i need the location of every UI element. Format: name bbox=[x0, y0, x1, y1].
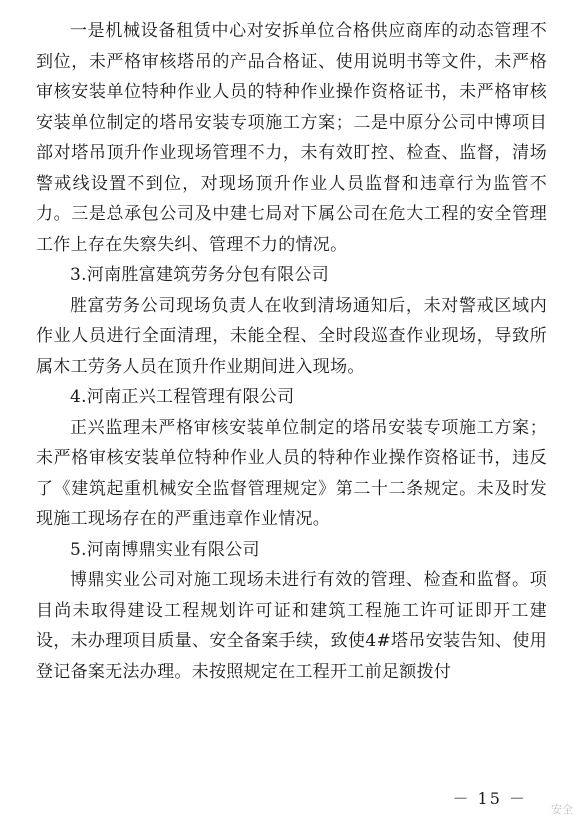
page-number: － 15 － bbox=[452, 789, 527, 808]
heading-shengfu-labor: 3.河南胜富建筑劳务分包有限公司 bbox=[70, 265, 330, 285]
paragraph-shengfu-labor: 胜富劳务公司现场负责人在收到清场通知后，未对警戒区域内作业人员进行全面清理，未能全程、全时段巡查作业现场，导致所属木工劳务人员在顶升作业期间进入现场。 bbox=[36, 295, 547, 377]
heading-boding-industrial: 5.河南博鼎实业有限公司 bbox=[70, 539, 260, 560]
heading-zhengxing-management: 4.河南正兴工程管理有限公司 bbox=[70, 387, 295, 407]
watermark-text: 安全 bbox=[551, 803, 573, 816]
paragraph-zhengxing-management: 正兴监理未严格审核安装单位制定的塔吊安装专项施工方案；未严格审核安装单位特种作业人员的特种作业操作资格证书，违反了《建筑起重机械安全监督管理规定》第二十二条规定。未及时发现施工现场存在的严重违章作业情况。 bbox=[36, 417, 547, 529]
paragraph-responsibilities: 一是机械设备租赁中心对安拆单位合格供应商库的动态管理不到位，未严格审核塔吊的产品合格证、使用说明书等文件，未严格审核安装单位特种作业人员的特种作业操作资格证书，未严格审核安装单位制定的塔吊安装专项施工方案；二是中原分公司中博项目部对塔吊顶升作业现场管理不力，未有效盯控、检查、监督，清场警戒线设置不到位，对现场顶升作业人员监督和违章行为监管不力。三是总承包公司及中建七局对下属公司在危大工程的安全管理工作上存在失察失纠、管理不力的情况。 bbox=[36, 21, 547, 255]
paragraph-boding-industrial: 博鼎实业公司对施工现场未进行有效的管理、检查和监督。项目尚未取得建设工程规划许可证和建筑工程施工许可证即开工建设，未办理项目质量、安全备案手续，致使4#塔吊安装告知、使用登记备案无法办理。未按照规定在工程开工前足额拨付 bbox=[36, 570, 547, 682]
